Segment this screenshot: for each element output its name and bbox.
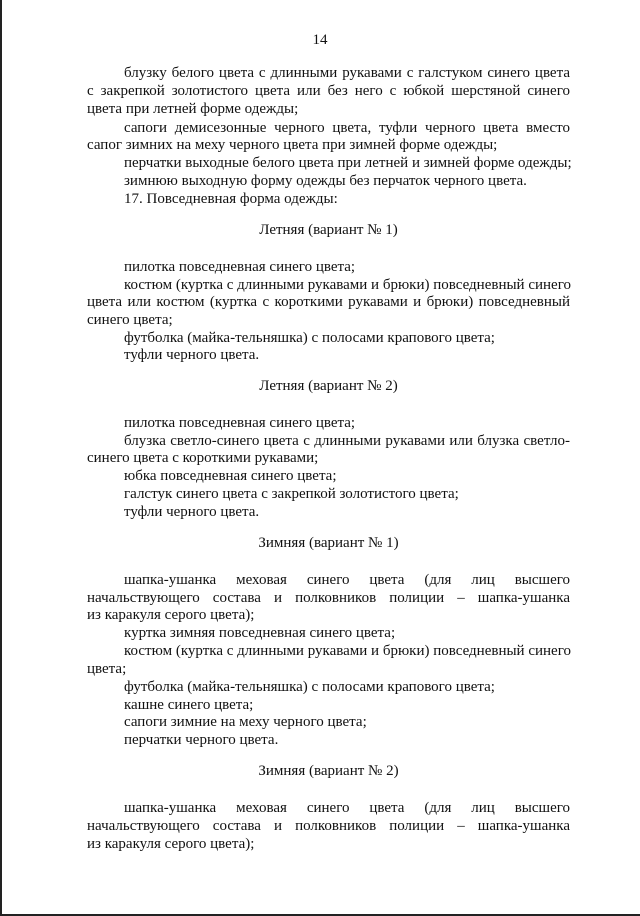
text-line: туфли черного цвета. bbox=[124, 347, 260, 363]
subheading-summer-1: Летняя (вариант № 1) bbox=[259, 222, 398, 238]
text-line: галстук синего цвета с закрепкой золотистого цвета; bbox=[124, 486, 459, 502]
text-line: цвета; bbox=[87, 661, 127, 677]
text-line: юбка повседневная синего цвета; bbox=[124, 468, 337, 484]
text-line: шапка-ушанка меховая синего цвета (для лиц высшего bbox=[124, 572, 570, 588]
page-number: 14 bbox=[312, 32, 328, 48]
text-line: из каракуля серого цвета); bbox=[87, 836, 255, 852]
text-line: цвета при летней форме одежды; bbox=[87, 101, 299, 117]
subheading-winter-2: Зимняя (вариант № 2) bbox=[258, 763, 399, 779]
text-line: куртка зимняя повседневная синего цвета; bbox=[124, 625, 396, 641]
text-line: зимнюю выходную форму одежды без перчаток черного цвета. bbox=[124, 173, 527, 189]
text-line: блузка светло-синего цвета с длинными рукавами или блузка светло- bbox=[124, 433, 570, 449]
text-line: костюм (куртка с длинными рукавами и брюки) повседневный синего bbox=[124, 643, 571, 659]
text-line: туфли черного цвета. bbox=[124, 504, 260, 520]
text-line: начальствующего состава и полковников полиции – шапка-ушанка bbox=[87, 590, 570, 606]
section-item-17: 17. Повседневная форма одежды: bbox=[124, 191, 338, 207]
text-line: костюм (куртка с длинными рукавами и брюки) повседневный синего bbox=[124, 277, 571, 293]
scan-border-left bbox=[0, 0, 2, 916]
text-line: сапоги демисезонные черного цвета, туфли черного цвета вместо bbox=[124, 120, 570, 136]
text-line: шапка-ушанка меховая синего цвета (для лиц высшего bbox=[124, 800, 570, 816]
subheading-summer-2: Летняя (вариант № 2) bbox=[259, 378, 398, 394]
text-line: футболка (майка-тельняшка) с полосами крапового цвета; bbox=[124, 679, 495, 695]
text-line: начальствующего состава и полковников полиции – шапка-ушанка bbox=[87, 818, 570, 834]
text-line: цвета или костюм (куртка с короткими рукавами и брюки) повседневный bbox=[87, 294, 570, 310]
subheading-winter-1: Зимняя (вариант № 1) bbox=[258, 535, 399, 551]
text-line: пилотка повседневная синего цвета; bbox=[124, 415, 356, 431]
text-line: сапоги зимние на меху черного цвета; bbox=[124, 714, 367, 730]
text-line: с закрепкой золотистого цвета или без него с юбкой шерстяной синего bbox=[87, 83, 570, 99]
text-line: футболка (майка-тельняшка) с полосами крапового цвета; bbox=[124, 330, 495, 346]
text-line: блузку белого цвета с длинными рукавами с галстуком синего цвета bbox=[124, 65, 570, 81]
text-line: пилотка повседневная синего цвета; bbox=[124, 259, 356, 275]
text-line: сапог зимних на меху черного цвета при зимней форме одежды; bbox=[87, 137, 498, 153]
text-line: синего цвета с короткими рукавами; bbox=[87, 450, 319, 466]
text-line: кашне синего цвета; bbox=[124, 697, 254, 713]
text-line: синего цвета; bbox=[87, 312, 173, 328]
text-line: из каракуля серого цвета); bbox=[87, 607, 255, 623]
text-line: перчатки выходные белого цвета при летней и зимней форме одежды; bbox=[124, 155, 572, 171]
text-line: перчатки черного цвета. bbox=[124, 732, 279, 748]
